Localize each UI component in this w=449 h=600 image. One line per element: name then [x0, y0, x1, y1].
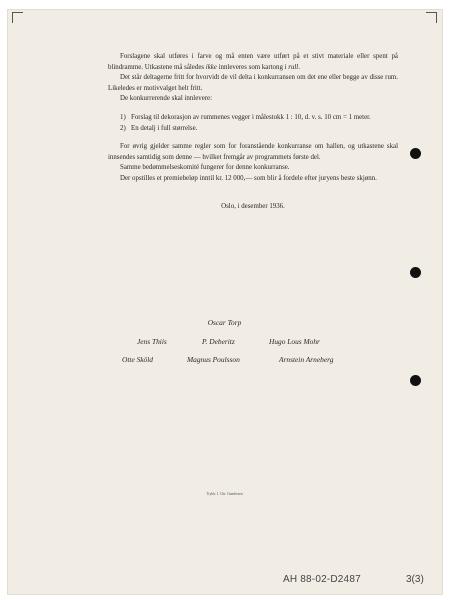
list-item-text: En detalj i full størrelse.	[131, 124, 198, 132]
paragraph-materials-text-a: Forslagene skal utføres i farve og må enten være utført på et stivt materiale eller spent på blindramme. Utkastene må således	[108, 53, 398, 71]
signature-oscar-torp: Oscar Torp	[207, 318, 242, 327]
punch-hole	[410, 148, 421, 159]
list-item-number: 1)	[120, 113, 126, 121]
paragraph-materials-text-c: .	[298, 63, 300, 71]
paragraph-prize: Der opstilles et premiebeløp inntil kr. 12 000,— som blir å fordele efter juryens beste skjønn.	[120, 174, 377, 182]
paragraph-materials-emphasis-rull: rull	[288, 63, 299, 71]
paragraph-rules: For øvrig gjelder samme regler som for foranstående konkurranse om hallen, og utkastene skal innsendes samtidig som denne — hvilket fremgår av programmets første del.	[108, 143, 398, 161]
crop-mark-top-left	[12, 12, 23, 23]
paragraph-materials-emphasis-ikke: ikke	[205, 63, 217, 71]
list-item	[120, 124, 398, 135]
paragraph-participation: Det står deltagerne fritt for hvorvidt de vil delta i konkurransen om det ene eller begge av disse rum. Likeledes er motivvalget helt fritt.	[108, 74, 398, 92]
printer-imprint: Trykk: J. Chr. Gundersen	[206, 492, 243, 496]
paragraph-materials	[108, 52, 398, 73]
signature-otte-skold: Otte Sköld	[122, 355, 153, 364]
submission-list	[108, 113, 398, 134]
signature-arnstein-arneberg: Arnstein Arneberg	[279, 355, 334, 364]
paragraph-submission-intro: De konkurrerende skal innlevere:	[120, 95, 213, 103]
dateline: Oslo, i desember 1936.	[221, 202, 285, 210]
signature-hugo-lous-mohr: Hugo Lous Mohr	[269, 337, 320, 346]
crop-mark-top-right	[426, 12, 437, 23]
archive-number: AH 88-02-D2487	[283, 574, 361, 585]
signature-jens-thiis: Jens Thiis	[137, 337, 167, 346]
list-item	[120, 113, 398, 124]
document-body	[108, 52, 398, 212]
punch-hole	[410, 267, 421, 278]
paragraph-materials-text-b: innleveres som kartong i	[216, 63, 289, 71]
punch-hole	[410, 375, 421, 386]
signature-magnus-poulsson: Magnus Poulsson	[187, 355, 240, 364]
paragraph-committee: Samme bedømmelseskomité fungerer for denne konkurranse.	[120, 164, 290, 172]
list-item-number: 2)	[120, 124, 126, 132]
list-item-text: Forslag til dekorasjon av rummenes vegger i målestokk 1 : 10, d. v. s. 10 cm = 1 meter.	[131, 113, 371, 121]
signature-p-deberitz: P. Deberitz	[202, 337, 235, 346]
page-reference: 3(3)	[406, 574, 424, 585]
